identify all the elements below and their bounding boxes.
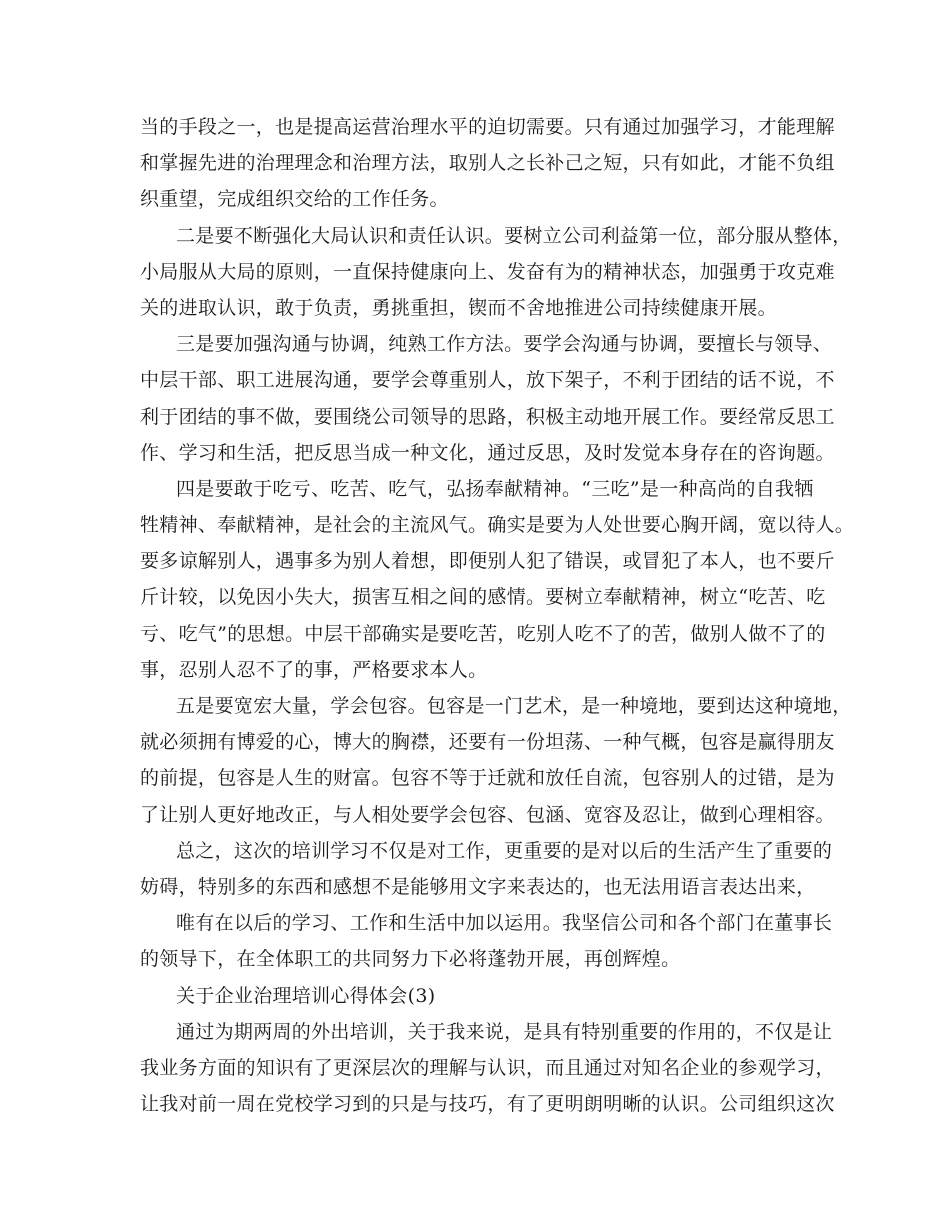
text-line: 通过为期两周的外出培训，关于我来说，是具有特别重要的作用的，不仅是让 bbox=[176, 1020, 833, 1043]
text-line: 的领导下，在全体职工的共同努力下必将蓬勃开展，再创辉煌。 bbox=[140, 948, 681, 971]
text-line: 四是要敢于吃亏、吃苦、吃气，弘扬奉献精神。“三吃”是一种高尚的自我牺 bbox=[176, 477, 814, 500]
text-line: 关的进取认识，敢于负责，勇挑重担，锲而不舍地推进公司持续健康开展。 bbox=[140, 296, 777, 319]
text-line: 总之，这次的培训学习不仅是对工作，更重要的是对以后的生活产生了重要的 bbox=[176, 839, 833, 862]
text-line: 小局服从大局的原则，一直保持健康向上、发奋有为的精神状态，加强勇于攻克难 bbox=[140, 260, 835, 283]
text-line: 和掌握先进的治理理念和治理方法，取别人之长补己之短，只有如此，才能不负组 bbox=[140, 152, 835, 175]
text-line: 利于团结的事不做，要围绕公司领导的思路，积极主动地开展工作。要经常反思工 bbox=[140, 405, 835, 428]
text-line: 亏、吃气”的思想。中层干部确实是要吃苦，吃别人吃不了的苦，做别人做不了的 bbox=[140, 622, 826, 645]
text-line: 当的手段之一，也是提高运营治理水平的迫切需要。只有通过加强学习，才能理解 bbox=[140, 116, 835, 138]
text-line: 斤计较，以免因小失大，损害互相之间的感情。要树立奉献精神，树立“吃苦、吃 bbox=[140, 586, 826, 609]
text-line: 二是要不断强化大局认识和责任认识。要树立公司利益第一位，部分服从整体， bbox=[176, 224, 852, 247]
text-line: 唯有在以后的学习、工作和生活中加以运用。我坚信公司和各个部门在董事长 bbox=[176, 912, 833, 935]
text-line: 事，忍别人忍不了的事，严格要求本人。 bbox=[140, 658, 488, 681]
text-line: 我业务方面的知识有了更深层次的理解与认识，而且通过对知名企业的参观学习， bbox=[140, 1056, 835, 1079]
text-line: 了让别人更好地改正，与人相处要学会包容、包涵、宽容及忍让，做到心理相容。 bbox=[140, 803, 835, 826]
text-line: 五是要宽宏大量，学会包容。包容是一门艺术，是一种境地，要到达这种境地， bbox=[176, 695, 852, 717]
text-line: 要多谅解别人，遇事多为别人着想，即便别人犯了错误，或冒犯了本人，也不要斤 bbox=[140, 550, 835, 573]
text-line: 中层干部、职工进展沟通，要学会尊重别人，放下架子，不利于团结的话不说，不 bbox=[140, 369, 835, 392]
text-line: 妨碍，特别多的东西和感想不是能够用文字来表达的，也无法用语言表达出来， bbox=[140, 875, 816, 898]
text-line: 的前提，包容是人生的财富。包容不等于迁就和放任自流，包容别人的过错，是为 bbox=[140, 767, 835, 790]
text-line: 就必须拥有博爱的心，博大的胸襟，还要有一份坦荡、一种气概，包容是赢得朋友 bbox=[140, 731, 835, 754]
text-line: 作、学习和生活，把反思当成一种文化，通过反思，及时发觉本身存在的咨询题。 bbox=[140, 441, 835, 464]
section-heading: 关于企业治理培训心得体会(3) bbox=[176, 984, 436, 1007]
text-line: 牲精神、奉献精神，是社会的主流风气。确实是要为人处世要心胸开阔，宽以待人。 bbox=[140, 514, 855, 537]
document-body bbox=[140, 109, 855, 1122]
text-line: 三是要加强沟通与协调，纯熟工作方法。要学会沟通与协调，要擅长与领导、 bbox=[176, 333, 833, 356]
text-line: 让我对前一周在党校学习到的只是与技巧，有了更明朗明晰的认识。公司组织这次 bbox=[140, 1093, 835, 1116]
text-line: 织重望，完成组织交给的工作任务。 bbox=[140, 188, 449, 211]
